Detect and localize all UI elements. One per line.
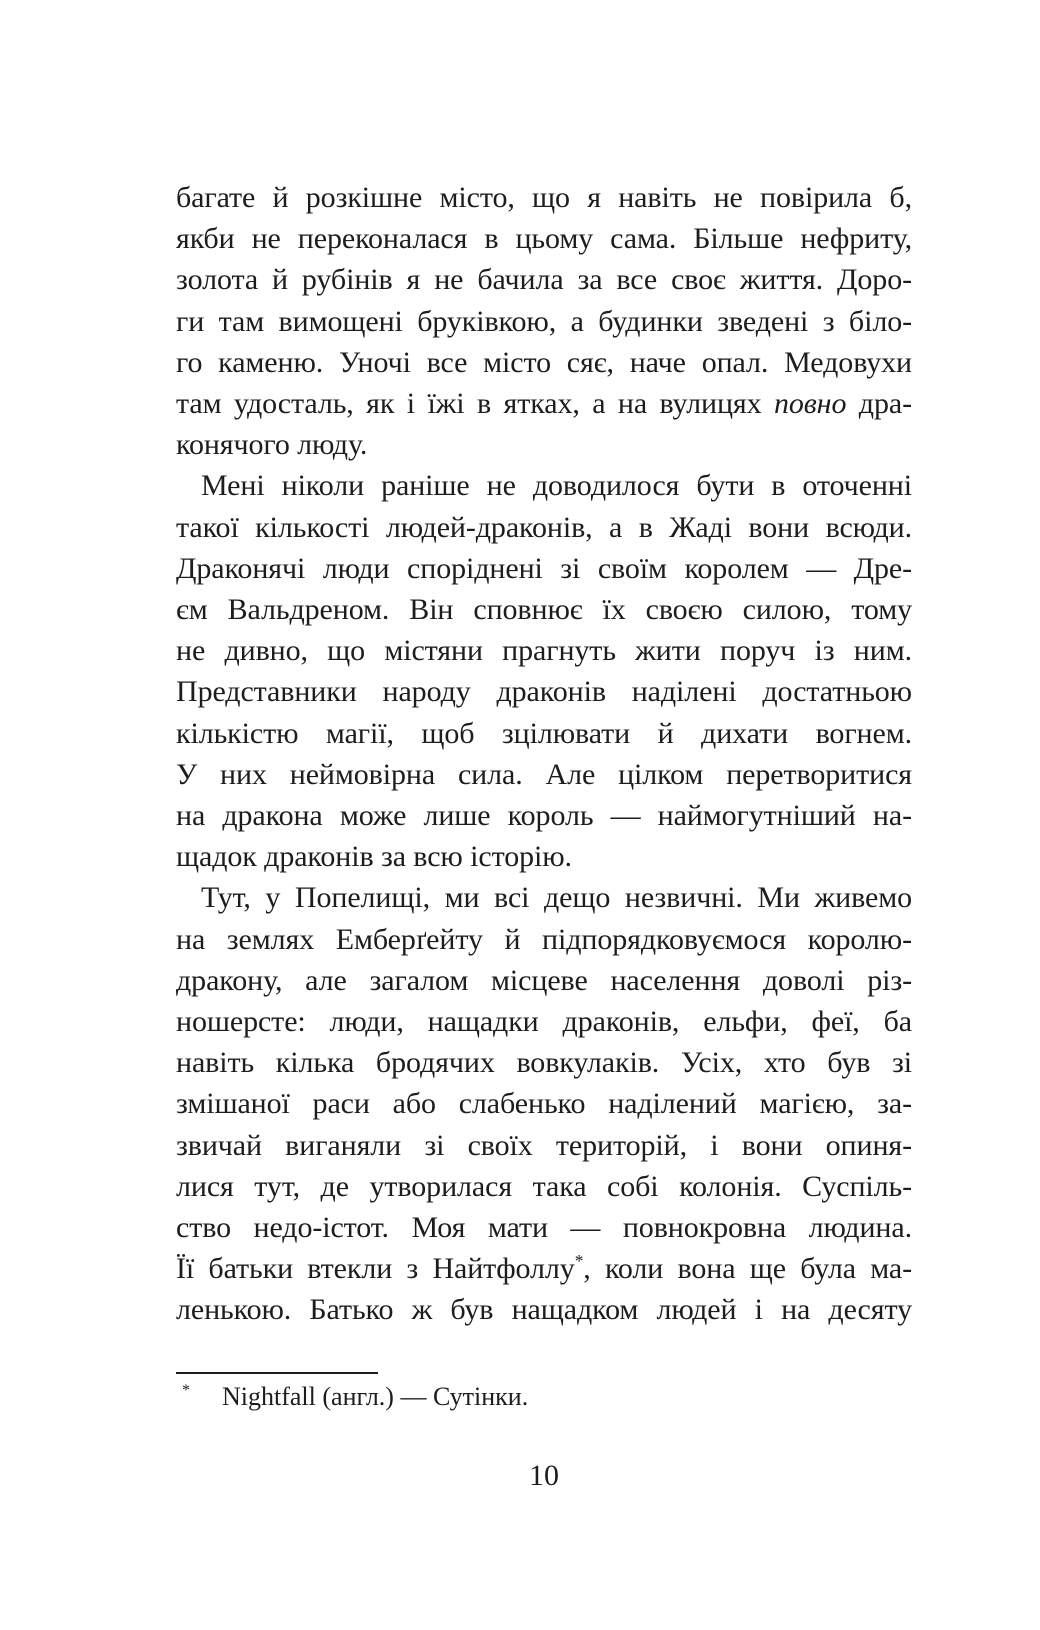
text-line [176, 465, 912, 506]
text-segment: щадок драконів за всю історію. [176, 840, 572, 874]
footnote-text: Nightfall (англ.) — Сутінки. [222, 1382, 529, 1411]
text-segment: не дивно, що містяни прагнуть жити поруч із ним. [176, 634, 912, 668]
text-line [176, 507, 912, 548]
text-segment: Драконячі люди споріднені зі своїм королем — Дре- [176, 551, 912, 585]
text-line [176, 1125, 912, 1166]
text-segment: золота й рубінів я не бачила за все своє життя. Доро- [176, 263, 912, 297]
text-segment: го каменю. Уночі все місто сяє, наче опал. Медовухи [176, 345, 912, 379]
italic-word: повно [773, 387, 847, 421]
text-segment: звичай виганяли зі своїх територій, і вони опиня- [176, 1128, 912, 1162]
text-segment: єм Вальдреном. Він сповнює їх своєю силою, тому [176, 593, 912, 627]
text-line [176, 960, 912, 1001]
footnote-separator [176, 1372, 378, 1374]
text-segment: ленькою. Батько ж був нащадком людей і на десяту [176, 1293, 912, 1327]
text-line [176, 919, 912, 960]
text-segment: , коли вона ще була ма- [583, 1252, 912, 1286]
text-segment: дра- [846, 387, 912, 421]
text-line [176, 1083, 912, 1124]
text-block [176, 177, 912, 1331]
text-line [176, 1289, 912, 1330]
footnote [176, 1381, 912, 1413]
text-segment: ство недо-істот. Моя мати — повнокровна людина. [176, 1211, 912, 1245]
text-segment: там удосталь, як і їжі в ятках, а на вулицях [176, 387, 774, 421]
text-segment: Тут, у Попелищі, ми всі дещо незвичні. Ми живемо [201, 881, 912, 915]
text-segment: лися тут, де утворилася така собі колонія. Суспіль- [176, 1169, 912, 1203]
text-line [176, 301, 912, 342]
text-line [176, 424, 912, 465]
text-segment: У них неймовірна сила. Але цілком перетворитися [176, 757, 912, 791]
text-line [176, 877, 912, 918]
text-segment: якби не переконалася в цьому сама. Більше нефриту, [176, 222, 912, 256]
text-line [176, 1042, 912, 1083]
text-segment: Представники народу драконів наділені достатньою [176, 675, 912, 709]
text-segment: конячого люду. [176, 428, 368, 462]
text-line [176, 795, 912, 836]
text-segment: на дракона може лише король — наймогутніший на- [176, 799, 912, 833]
text-segment: такої кількості людей-драконів, а в Жаді вони всюди. [176, 510, 912, 544]
text-line [176, 259, 912, 300]
text-segment: змішаної раси або слабенько наділений магією, за- [176, 1087, 912, 1121]
text-segment: навіть кілька бродячих вовкулаків. Усіх, хто був зі [176, 1046, 912, 1080]
page-number: 10 [529, 1459, 559, 1492]
text-segment: ношерсте: люди, нащадки драконів, ельфи, феї, ба [176, 1005, 912, 1039]
text-line [176, 548, 912, 589]
text-segment: на землях Емберґейту й підпорядковуємося королю- [176, 922, 912, 956]
text-line [176, 1248, 912, 1289]
text-segment: кількістю магії, щоб зцілювати й дихати вогнем. [176, 716, 912, 750]
text-line [176, 1001, 912, 1042]
text-line [176, 383, 912, 424]
text-segment: Мені ніколи раніше не доводилося бути в оточенні [201, 469, 912, 503]
text-segment: дракону, але загалом місцеве населення доволі різ- [176, 963, 912, 997]
text-line [176, 1207, 912, 1248]
text-line [176, 713, 912, 754]
footnote-ref-marker: * [574, 1251, 584, 1272]
text-line [176, 630, 912, 671]
text-line [176, 1166, 912, 1207]
text-line [176, 177, 912, 218]
footnote-marker: * [182, 1382, 190, 1399]
text-segment: ги там вимощені бруківкою, а будинки зведені з біло- [176, 304, 912, 338]
text-line [176, 671, 912, 712]
text-segment: багате й розкішне місто, що я навіть не повірила б, [176, 181, 912, 214]
text-segment: Її батьки втекли з Найтфоллу [176, 1252, 575, 1286]
text-line [176, 218, 912, 259]
text-line [176, 754, 912, 795]
text-line [176, 589, 912, 630]
text-line [176, 836, 912, 877]
text-line [176, 342, 912, 383]
